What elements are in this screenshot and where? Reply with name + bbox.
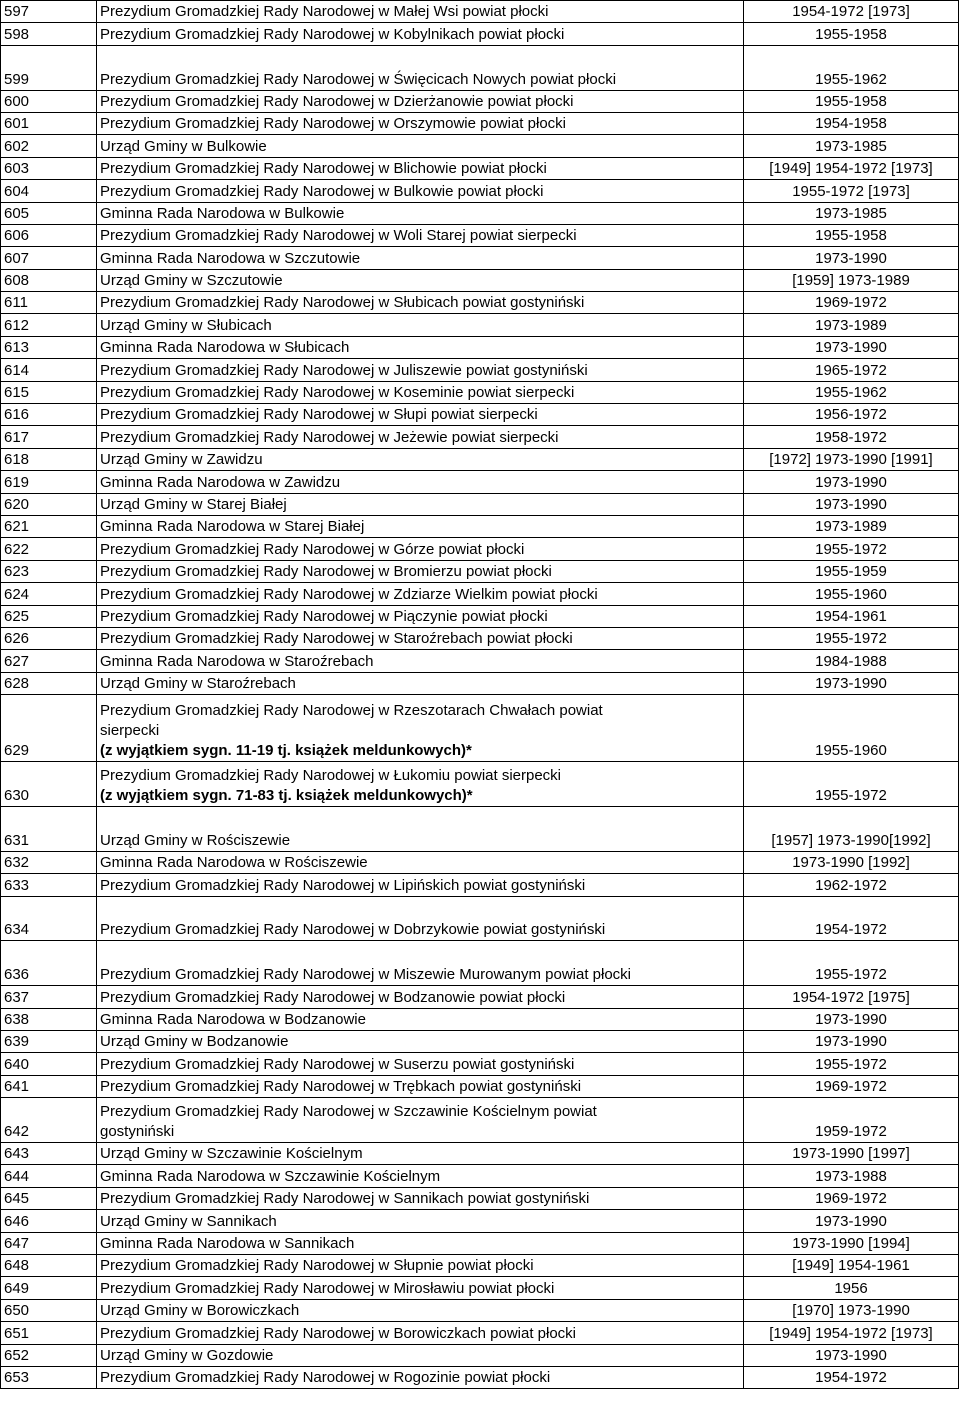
exclusion-note: (z wyjątkiem sygn. 71-83 tj. książek meldunkowych)*	[100, 787, 473, 805]
unit-name-cell	[97, 1, 744, 23]
unit-name: Urząd Gminy w Borowiczkach	[100, 1302, 300, 1320]
row-number: 597	[1, 1, 97, 23]
exclusion-note: (z wyjątkiem sygn. 11-19 tj. książek meldunkowych)*	[100, 742, 472, 760]
unit-name-cell	[97, 583, 744, 605]
row-number: 624	[1, 583, 97, 605]
unit-name-cell	[97, 448, 744, 470]
date-range: [1959] 1973-1989	[744, 269, 959, 291]
unit-name-cell	[97, 112, 744, 134]
unit-name-cell	[97, 874, 744, 896]
row-number: 634	[1, 896, 97, 941]
row-number: 638	[1, 1008, 97, 1030]
table-row	[1, 516, 959, 538]
unit-name: Prezydium Gromadzkiej Rady Narodowej w Bulkowie powiat płocki	[100, 182, 544, 200]
unit-name-cell	[97, 269, 744, 291]
table-row	[1, 224, 959, 246]
unit-name-cell	[97, 1366, 744, 1388]
table-row	[1, 23, 959, 45]
row-number: 630	[1, 762, 97, 807]
date-range: 1955-1972	[744, 941, 959, 986]
row-number: 604	[1, 180, 97, 202]
table-row	[1, 762, 959, 807]
unit-name-cell	[97, 1210, 744, 1232]
table-row	[1, 202, 959, 224]
table-row	[1, 1277, 959, 1299]
date-range: 1973-1990	[744, 471, 959, 493]
unit-name-line: Prezydium Gromadzkiej Rady Narodowej w Łukomiu powiat sierpecki	[100, 767, 562, 785]
unit-name: Prezydium Gromadzkiej Rady Narodowej w Piączynie powiat płocki	[100, 607, 548, 625]
table-row	[1, 314, 959, 336]
unit-name-cell	[97, 336, 744, 358]
table-row	[1, 1299, 959, 1321]
date-range: 1955-1972	[744, 627, 959, 649]
unit-name-cell	[97, 605, 744, 627]
table-row	[1, 135, 959, 157]
unit-name-cell	[97, 202, 744, 224]
table-row	[1, 1053, 959, 1075]
table-row	[1, 448, 959, 470]
table-row	[1, 90, 959, 112]
unit-name-cell	[97, 896, 744, 941]
unit-name: Prezydium Gromadzkiej Rady Narodowej w Słubicach powiat gostyniński	[100, 294, 585, 312]
unit-name: Urząd Gminy w Staroźrebach	[100, 675, 296, 693]
row-number: 647	[1, 1232, 97, 1254]
date-range: [1970] 1973-1990	[744, 1299, 959, 1321]
row-number: 598	[1, 23, 97, 45]
table-row	[1, 45, 959, 90]
unit-name-cell	[97, 516, 744, 538]
row-number: 653	[1, 1366, 97, 1388]
date-range: 1973-1990	[744, 1210, 959, 1232]
row-number: 625	[1, 605, 97, 627]
row-number: 606	[1, 224, 97, 246]
table-row	[1, 1098, 959, 1143]
date-range: 1973-1989	[744, 516, 959, 538]
table-row	[1, 605, 959, 627]
date-range: [1949] 1954-1972 [1973]	[744, 1322, 959, 1344]
unit-name: Prezydium Gromadzkiej Rady Narodowej w Sannikach powiat gostyniński	[100, 1190, 590, 1208]
row-number: 612	[1, 314, 97, 336]
date-range: 1956	[744, 1277, 959, 1299]
date-range: 1954-1958	[744, 112, 959, 134]
unit-name-cell	[97, 627, 744, 649]
table-row	[1, 157, 959, 179]
unit-name: Gminna Rada Narodowa w Zawidzu	[100, 473, 341, 491]
unit-name-cell	[97, 1031, 744, 1053]
table-row	[1, 1344, 959, 1366]
unit-name-cell	[97, 1098, 744, 1143]
table-row	[1, 874, 959, 896]
unit-name: Urząd Gminy w Bulkowie	[100, 137, 267, 155]
unit-name: Prezydium Gromadzkiej Rady Narodowej w Jeżewie powiat sierpecki	[100, 428, 559, 446]
table-row	[1, 627, 959, 649]
row-number: 651	[1, 1322, 97, 1344]
table-row	[1, 560, 959, 582]
unit-name: Urząd Gminy w Gozdowie	[100, 1346, 274, 1364]
unit-name: Prezydium Gromadzkiej Rady Narodowej w Górze powiat płocki	[100, 540, 525, 558]
date-range: 1973-1990	[744, 1008, 959, 1030]
date-range: 1955-1972	[744, 762, 959, 807]
row-number: 643	[1, 1143, 97, 1165]
row-number: 608	[1, 269, 97, 291]
row-number: 615	[1, 381, 97, 403]
unit-name: Prezydium Gromadzkiej Rady Narodowej w Staroźrebach powiat płocki	[100, 630, 573, 648]
unit-name-cell	[97, 247, 744, 269]
date-range: 1973-1990 [1997]	[744, 1143, 959, 1165]
date-range: 1973-1990 [1992]	[744, 851, 959, 873]
row-number: 627	[1, 650, 97, 672]
date-range: 1956-1972	[744, 404, 959, 426]
row-number: 631	[1, 807, 97, 852]
unit-name: Prezydium Gromadzkiej Rady Narodowej w Orszymowie powiat płocki	[100, 115, 566, 133]
date-range: 1973-1990	[744, 1344, 959, 1366]
unit-name: Prezydium Gromadzkiej Rady Narodowej w Słupi powiat sierpecki	[100, 406, 538, 424]
table-row	[1, 538, 959, 560]
date-range: 1973-1985	[744, 135, 959, 157]
unit-name-cell	[97, 1187, 744, 1209]
unit-name-cell	[97, 90, 744, 112]
unit-name-cell	[97, 1322, 744, 1344]
unit-name-cell	[97, 224, 744, 246]
date-range: 1955-1958	[744, 23, 959, 45]
unit-name: Prezydium Gromadzkiej Rady Narodowej w Zdziarze Wielkim powiat płocki	[100, 585, 598, 603]
date-range: 1969-1972	[744, 1187, 959, 1209]
date-range: 1973-1985	[744, 202, 959, 224]
unit-name-cell	[97, 292, 744, 314]
unit-name: Prezydium Gromadzkiej Rady Narodowej w Słupnie powiat płocki	[100, 1257, 534, 1275]
table-row	[1, 269, 959, 291]
unit-name: Prezydium Gromadzkiej Rady Narodowej w Borowiczkach powiat płocki	[100, 1324, 577, 1342]
date-range: [1972] 1973-1990 [1991]	[744, 448, 959, 470]
table-row	[1, 851, 959, 873]
row-number: 619	[1, 471, 97, 493]
table-row	[1, 493, 959, 515]
table-row	[1, 986, 959, 1008]
unit-name: Prezydium Gromadzkiej Rady Narodowej w Mirosławiu powiat płocki	[100, 1279, 555, 1297]
table-row	[1, 650, 959, 672]
table-row	[1, 695, 959, 762]
date-range: 1973-1990 [1994]	[744, 1232, 959, 1254]
unit-name-line: gostyniński	[100, 1123, 175, 1141]
row-number: 629	[1, 695, 97, 762]
unit-name-line: Prezydium Gromadzkiej Rady Narodowej w Rzeszotarach Chwałach powiat	[100, 702, 603, 720]
table-row	[1, 112, 959, 134]
unit-name-cell	[97, 404, 744, 426]
unit-name: Prezydium Gromadzkiej Rady Narodowej w Małej Wsi powiat płocki	[100, 3, 549, 21]
row-number: 602	[1, 135, 97, 157]
row-number: 614	[1, 359, 97, 381]
table-row	[1, 471, 959, 493]
date-range: 1954-1972	[744, 896, 959, 941]
table-row	[1, 1366, 959, 1388]
row-number: 644	[1, 1165, 97, 1187]
date-range: 1965-1972	[744, 359, 959, 381]
date-range: 1973-1989	[744, 314, 959, 336]
date-range: [1957] 1973-1990[1992]	[744, 807, 959, 852]
unit-name-cell	[97, 986, 744, 1008]
date-range: [1949] 1954-1972 [1973]	[744, 157, 959, 179]
unit-name: Prezydium Gromadzkiej Rady Narodowej w Kobylnikach powiat płocki	[100, 25, 565, 43]
table-row	[1, 247, 959, 269]
row-number: 600	[1, 90, 97, 112]
row-number: 640	[1, 1053, 97, 1075]
unit-name: Urząd Gminy w Bodzanowie	[100, 1033, 289, 1051]
date-range: 1984-1988	[744, 650, 959, 672]
unit-name-cell	[97, 359, 744, 381]
unit-name-cell	[97, 493, 744, 515]
table-row	[1, 1187, 959, 1209]
unit-name: Prezydium Gromadzkiej Rady Narodowej w Juliszewie powiat gostyniński	[100, 361, 588, 379]
unit-name-cell	[97, 157, 744, 179]
table-row	[1, 1165, 959, 1187]
unit-name-cell	[97, 381, 744, 403]
date-range: 1954-1972 [1973]	[744, 1, 959, 23]
date-range: 1954-1961	[744, 605, 959, 627]
unit-name: Urząd Gminy w Sannikach	[100, 1212, 277, 1230]
date-range: 1955-1958	[744, 224, 959, 246]
unit-name: Prezydium Gromadzkiej Rady Narodowej w Suserzu powiat gostyniński	[100, 1055, 575, 1073]
row-number: 613	[1, 336, 97, 358]
date-range: 1973-1990	[744, 672, 959, 694]
date-range: 1962-1972	[744, 874, 959, 896]
row-number: 599	[1, 45, 97, 90]
date-range: 1969-1972	[744, 1075, 959, 1097]
date-range: 1959-1972	[744, 1098, 959, 1143]
unit-name: Prezydium Gromadzkiej Rady Narodowej w Rogozinie powiat płocki	[100, 1369, 551, 1387]
table-row	[1, 1031, 959, 1053]
table-row	[1, 672, 959, 694]
date-range: 1969-1972	[744, 292, 959, 314]
unit-name-cell	[97, 180, 744, 202]
unit-name-cell	[97, 1143, 744, 1165]
row-number: 618	[1, 448, 97, 470]
date-range: 1955-1960	[744, 583, 959, 605]
unit-name-cell	[97, 1277, 744, 1299]
unit-name: Prezydium Gromadzkiej Rady Narodowej w Woli Starej powiat sierpecki	[100, 227, 577, 245]
row-number: 620	[1, 493, 97, 515]
inventory-rows	[1, 1, 959, 1389]
table-row	[1, 1254, 959, 1276]
row-number: 645	[1, 1187, 97, 1209]
row-number: 646	[1, 1210, 97, 1232]
unit-name: Urząd Gminy w Rościszewie	[100, 831, 291, 849]
row-number: 652	[1, 1344, 97, 1366]
unit-name-line: Prezydium Gromadzkiej Rady Narodowej w Szczawinie Kościelnym powiat	[100, 1103, 597, 1121]
unit-name-cell	[97, 1165, 744, 1187]
date-range: 1954-1972	[744, 1366, 959, 1388]
row-number: 641	[1, 1075, 97, 1097]
date-range: 1954-1972 [1975]	[744, 986, 959, 1008]
row-number: 636	[1, 941, 97, 986]
unit-name-cell	[97, 1232, 744, 1254]
date-range: 1973-1988	[744, 1165, 959, 1187]
unit-name: Prezydium Gromadzkiej Rady Narodowej w Trębkach powiat gostyniński	[100, 1078, 582, 1096]
unit-name: Gminna Rada Narodowa w Szczutowie	[100, 249, 361, 267]
row-number: 623	[1, 560, 97, 582]
table-row	[1, 359, 959, 381]
row-number: 642	[1, 1098, 97, 1143]
unit-name: Prezydium Gromadzkiej Rady Narodowej w Bodzanowie powiat płocki	[100, 988, 566, 1006]
unit-name: Gminna Rada Narodowa w Rościszewie	[100, 854, 368, 872]
unit-name: Prezydium Gromadzkiej Rady Narodowej w Dzierżanowie powiat płocki	[100, 92, 574, 110]
date-range: 1973-1990	[744, 336, 959, 358]
date-range: 1955-1972	[744, 1053, 959, 1075]
row-number: 628	[1, 672, 97, 694]
table-row	[1, 180, 959, 202]
table-row	[1, 1143, 959, 1165]
unit-name-cell	[97, 426, 744, 448]
unit-name: Gminna Rada Narodowa w Słubicach	[100, 339, 350, 357]
table-row	[1, 426, 959, 448]
unit-name-cell	[97, 538, 744, 560]
unit-name: Urząd Gminy w Starej Białej	[100, 496, 287, 513]
unit-name: Prezydium Gromadzkiej Rady Narodowej w Bromierzu powiat płocki	[100, 563, 552, 581]
date-range: 1955-1960	[744, 695, 959, 762]
table-row	[1, 807, 959, 852]
unit-name-cell	[97, 471, 744, 493]
unit-name: Gminna Rada Narodowa w Starej Białej	[100, 518, 365, 536]
row-number: 650	[1, 1299, 97, 1321]
table-row	[1, 583, 959, 605]
unit-name-cell	[97, 23, 744, 45]
unit-name-cell	[97, 1299, 744, 1321]
date-range: [1949] 1954-1961	[744, 1254, 959, 1276]
table-row	[1, 1322, 959, 1344]
date-range: 1955-1959	[744, 560, 959, 582]
unit-name-cell	[97, 1008, 744, 1030]
date-range: 1958-1972	[744, 426, 959, 448]
unit-name-cell	[97, 560, 744, 582]
unit-name: Gminna Rada Narodowa w Szczawinie Kościelnym	[100, 1167, 441, 1185]
row-number: 649	[1, 1277, 97, 1299]
row-number: 621	[1, 516, 97, 538]
unit-name-cell	[97, 1254, 744, 1276]
date-range: 1955-1972	[744, 538, 959, 560]
unit-name-cell	[97, 695, 744, 762]
unit-name: Urząd Gminy w Zawidzu	[100, 451, 263, 469]
row-number: 616	[1, 404, 97, 426]
unit-name: Prezydium Gromadzkiej Rady Narodowej w Blichowie powiat płocki	[100, 160, 547, 178]
table-row	[1, 381, 959, 403]
unit-name-cell	[97, 672, 744, 694]
row-number: 617	[1, 426, 97, 448]
row-number: 639	[1, 1031, 97, 1053]
table-row	[1, 1075, 959, 1097]
row-number: 632	[1, 851, 97, 873]
unit-name-cell	[97, 762, 744, 807]
table-row	[1, 941, 959, 986]
unit-name: Prezydium Gromadzkiej Rady Narodowej w Koseminie powiat sierpecki	[100, 384, 575, 402]
unit-name: Urząd Gminy w Słubicach	[100, 316, 272, 334]
unit-name-line: sierpecki	[100, 722, 160, 740]
date-range: 1973-1990	[744, 1031, 959, 1053]
unit-name: Gminna Rada Narodowa w Bodzanowie	[100, 1011, 366, 1029]
row-number: 626	[1, 627, 97, 649]
unit-name: Prezydium Gromadzkiej Rady Narodowej w Lipińskich powiat gostyniński	[100, 876, 586, 894]
table-row	[1, 896, 959, 941]
row-number: 637	[1, 986, 97, 1008]
date-range: 1973-1990	[744, 493, 959, 515]
date-range: 1955-1962	[744, 45, 959, 90]
row-number: 622	[1, 538, 97, 560]
unit-name: Prezydium Gromadzkiej Rady Narodowej w Święcicach Nowych powiat płocki	[100, 70, 617, 88]
table-row	[1, 292, 959, 314]
row-number: 611	[1, 292, 97, 314]
unit-name: Prezydium Gromadzkiej Rady Narodowej w Dobrzykowie powiat gostyniński	[100, 921, 606, 939]
unit-name: Urząd Gminy w Szczutowie	[100, 272, 283, 290]
table-row	[1, 1008, 959, 1030]
table-row	[1, 1210, 959, 1232]
date-range: 1955-1962	[744, 381, 959, 403]
unit-name-cell	[97, 650, 744, 672]
row-number: 633	[1, 874, 97, 896]
unit-name-cell	[97, 314, 744, 336]
unit-name: Urząd Gminy w Szczawinie Kościelnym	[100, 1145, 363, 1163]
row-number: 603	[1, 157, 97, 179]
unit-name-cell	[97, 1053, 744, 1075]
table-row	[1, 1232, 959, 1254]
unit-name: Gminna Rada Narodowa w Staroźrebach	[100, 652, 374, 670]
table-row	[1, 336, 959, 358]
unit-name-cell	[97, 135, 744, 157]
table-row	[1, 404, 959, 426]
row-number: 607	[1, 247, 97, 269]
row-number: 605	[1, 202, 97, 224]
date-range: 1955-1972 [1973]	[744, 180, 959, 202]
row-number: 648	[1, 1254, 97, 1276]
row-number: 601	[1, 112, 97, 134]
unit-name: Gminna Rada Narodowa w Bulkowie	[100, 204, 345, 222]
unit-name-cell	[97, 807, 744, 852]
unit-name-cell	[97, 851, 744, 873]
unit-name: Prezydium Gromadzkiej Rady Narodowej w Miszewie Murowanym powiat płocki	[100, 966, 632, 984]
unit-name-cell	[97, 1075, 744, 1097]
unit-name: Gminna Rada Narodowa w Sannikach	[100, 1234, 355, 1252]
date-range: 1973-1990	[744, 247, 959, 269]
unit-name-cell	[97, 45, 744, 90]
unit-name-cell	[97, 1344, 744, 1366]
table-row	[1, 1, 959, 23]
unit-name-cell	[97, 941, 744, 986]
date-range: 1955-1958	[744, 90, 959, 112]
